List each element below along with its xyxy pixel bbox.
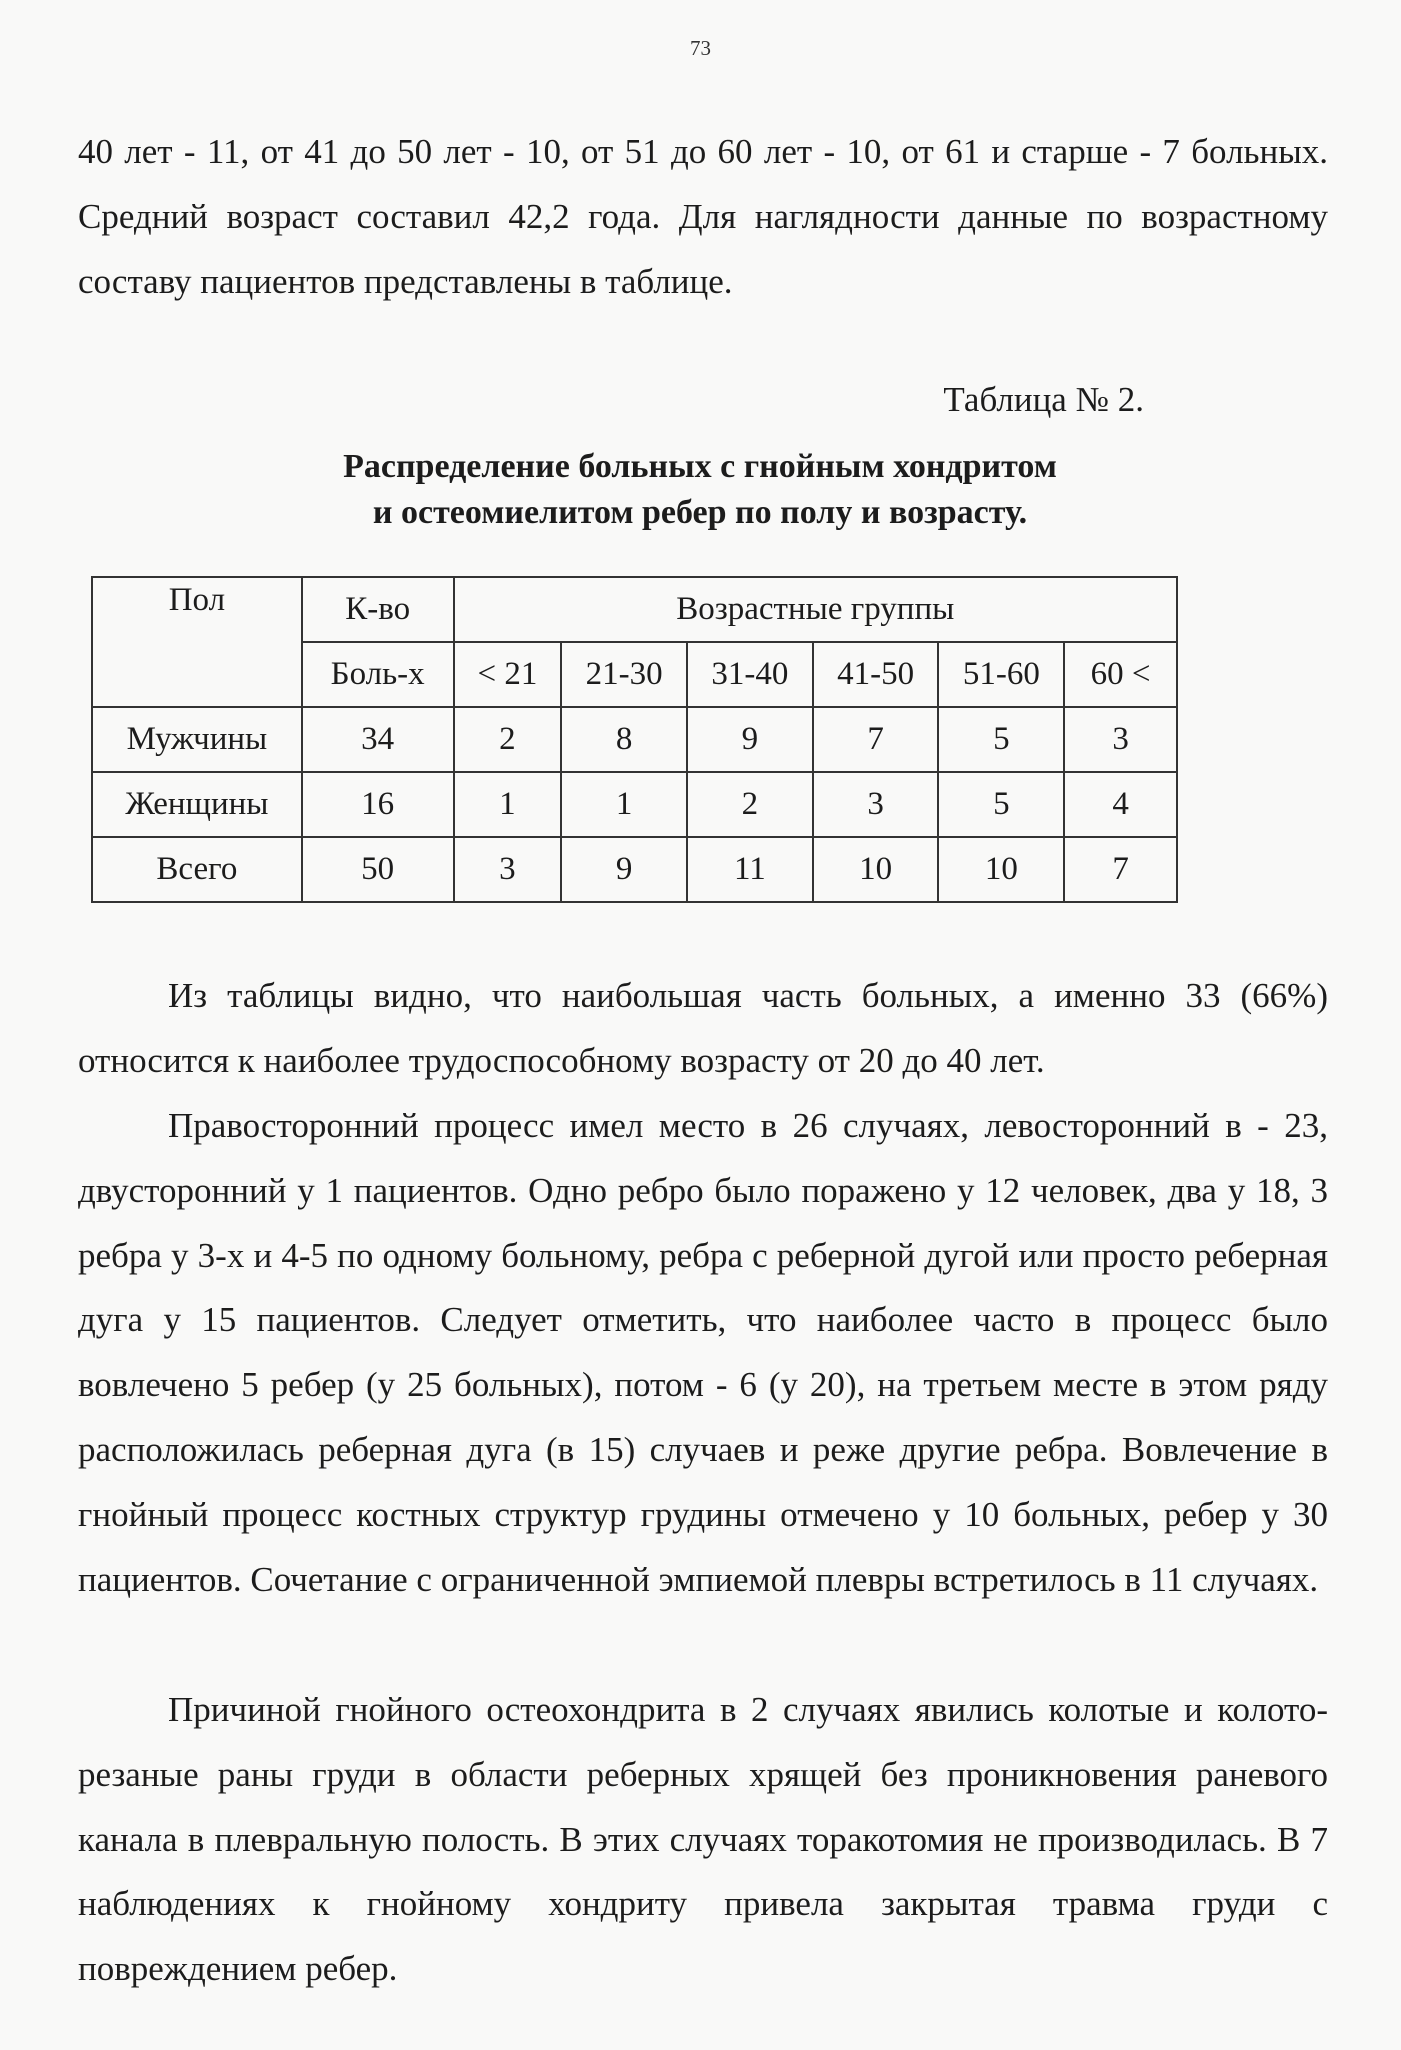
table-row bbox=[92, 707, 1177, 772]
table-cell: 10 bbox=[938, 837, 1064, 902]
age-sex-table bbox=[91, 576, 1178, 903]
table-cell: 11 bbox=[687, 837, 813, 902]
row-label: Женщины bbox=[92, 772, 302, 837]
table-title-line2: и остеомиелитом ребер по полу и возрасту. bbox=[372, 494, 1028, 531]
table-cell: 2 bbox=[454, 707, 562, 772]
table-cell: 5 bbox=[938, 707, 1064, 772]
row-total: 34 bbox=[302, 707, 454, 772]
table-title-line1: Распределение больных с гнойным хондритом bbox=[343, 448, 1057, 485]
table-cell: 7 bbox=[813, 707, 939, 772]
header-count-line1: К-во bbox=[302, 577, 454, 642]
table-cell: 3 bbox=[1064, 707, 1177, 772]
table-cell: 9 bbox=[561, 837, 687, 902]
table-number: Таблица № 2. bbox=[943, 380, 1144, 419]
table-cell: 1 bbox=[561, 772, 687, 837]
row-total: 16 bbox=[302, 772, 454, 837]
table-header-row bbox=[92, 577, 1177, 642]
table-cell: 2 bbox=[687, 772, 813, 837]
table-cell: 7 bbox=[1064, 837, 1177, 902]
row-label: Всего bbox=[92, 837, 302, 902]
table-cell: 9 bbox=[687, 707, 813, 772]
table-cell: 8 bbox=[561, 707, 687, 772]
intro-paragraph: 40 лет - 11, от 41 до 50 лет - 10, от 51 до 60 лет - 10, от 61 и старше - 7 больных. Средний возраст составил 42,2 года. Для наглядности данные по возрастному составу пациентов представлены в таблице. bbox=[78, 132, 1328, 301]
header-group: 41-50 bbox=[813, 642, 939, 707]
header-group: 60 < bbox=[1064, 642, 1177, 707]
body-paragraph: Причиной гнойного остеохондрита в 2 случаях явились колотые и колото-резаные раны груди в области реберных хрящей без проникновения раневого канала в плевральную полость. В этих случаях торакотомия не производилась. В 7 наблюдениях к гнойному хондриту привела закрытая травма груди с повреждением ребер. bbox=[78, 1690, 1328, 1989]
table-cell: 3 bbox=[813, 772, 939, 837]
header-group: 31-40 bbox=[687, 642, 813, 707]
table-row bbox=[92, 837, 1177, 902]
page-number: 73 bbox=[690, 36, 711, 60]
table-title bbox=[250, 444, 1150, 536]
table-row bbox=[92, 772, 1177, 837]
row-total: 50 bbox=[302, 837, 454, 902]
table-cell: 10 bbox=[813, 837, 939, 902]
conclusion-paragraph: Из таблицы видно, что наибольшая часть больных, а именно 33 (66%) относится к наиболее трудоспособному возрасту от 20 до 40 лет. bbox=[78, 976, 1328, 1080]
header-sex: Пол bbox=[92, 577, 302, 707]
table-cell: 4 bbox=[1064, 772, 1177, 837]
header-group: < 21 bbox=[454, 642, 562, 707]
header-group: 21-30 bbox=[561, 642, 687, 707]
row-label: Мужчины bbox=[92, 707, 302, 772]
table-cell: 3 bbox=[454, 837, 562, 902]
body-paragraph: Правосторонний процесс имел место в 26 случаях, левосторонний в - 23, двусторонний у 1 пациентов. Одно ребро было поражено у 12 человек, два у 18, 3 ребра у 3-х и 4-5 по одному больному, ребра с реберной дугой или просто реберная дуга у 15 пациентов. Следует отметить, что наиболее часто в процесс было вовлечено 5 ребер (у 25 больных), потом - 6 (у 20), на третьем месте в этом ряду расположилась реберная дуга (в 15) случаев и реже другие ребра. Вовлечение в гнойный процесс костных структур грудины отмечено у 10 больных, ребер у 30 пациентов. Сочетание с ограниченной эмпиемой плевры встретилось в 11 случаях. bbox=[78, 1106, 1328, 1599]
header-group: 51-60 bbox=[938, 642, 1064, 707]
header-count-line2: Боль-х bbox=[302, 642, 454, 707]
table-cell: 1 bbox=[454, 772, 562, 837]
table-cell: 5 bbox=[938, 772, 1064, 837]
header-age-groups: Возрастные группы bbox=[454, 577, 1177, 642]
